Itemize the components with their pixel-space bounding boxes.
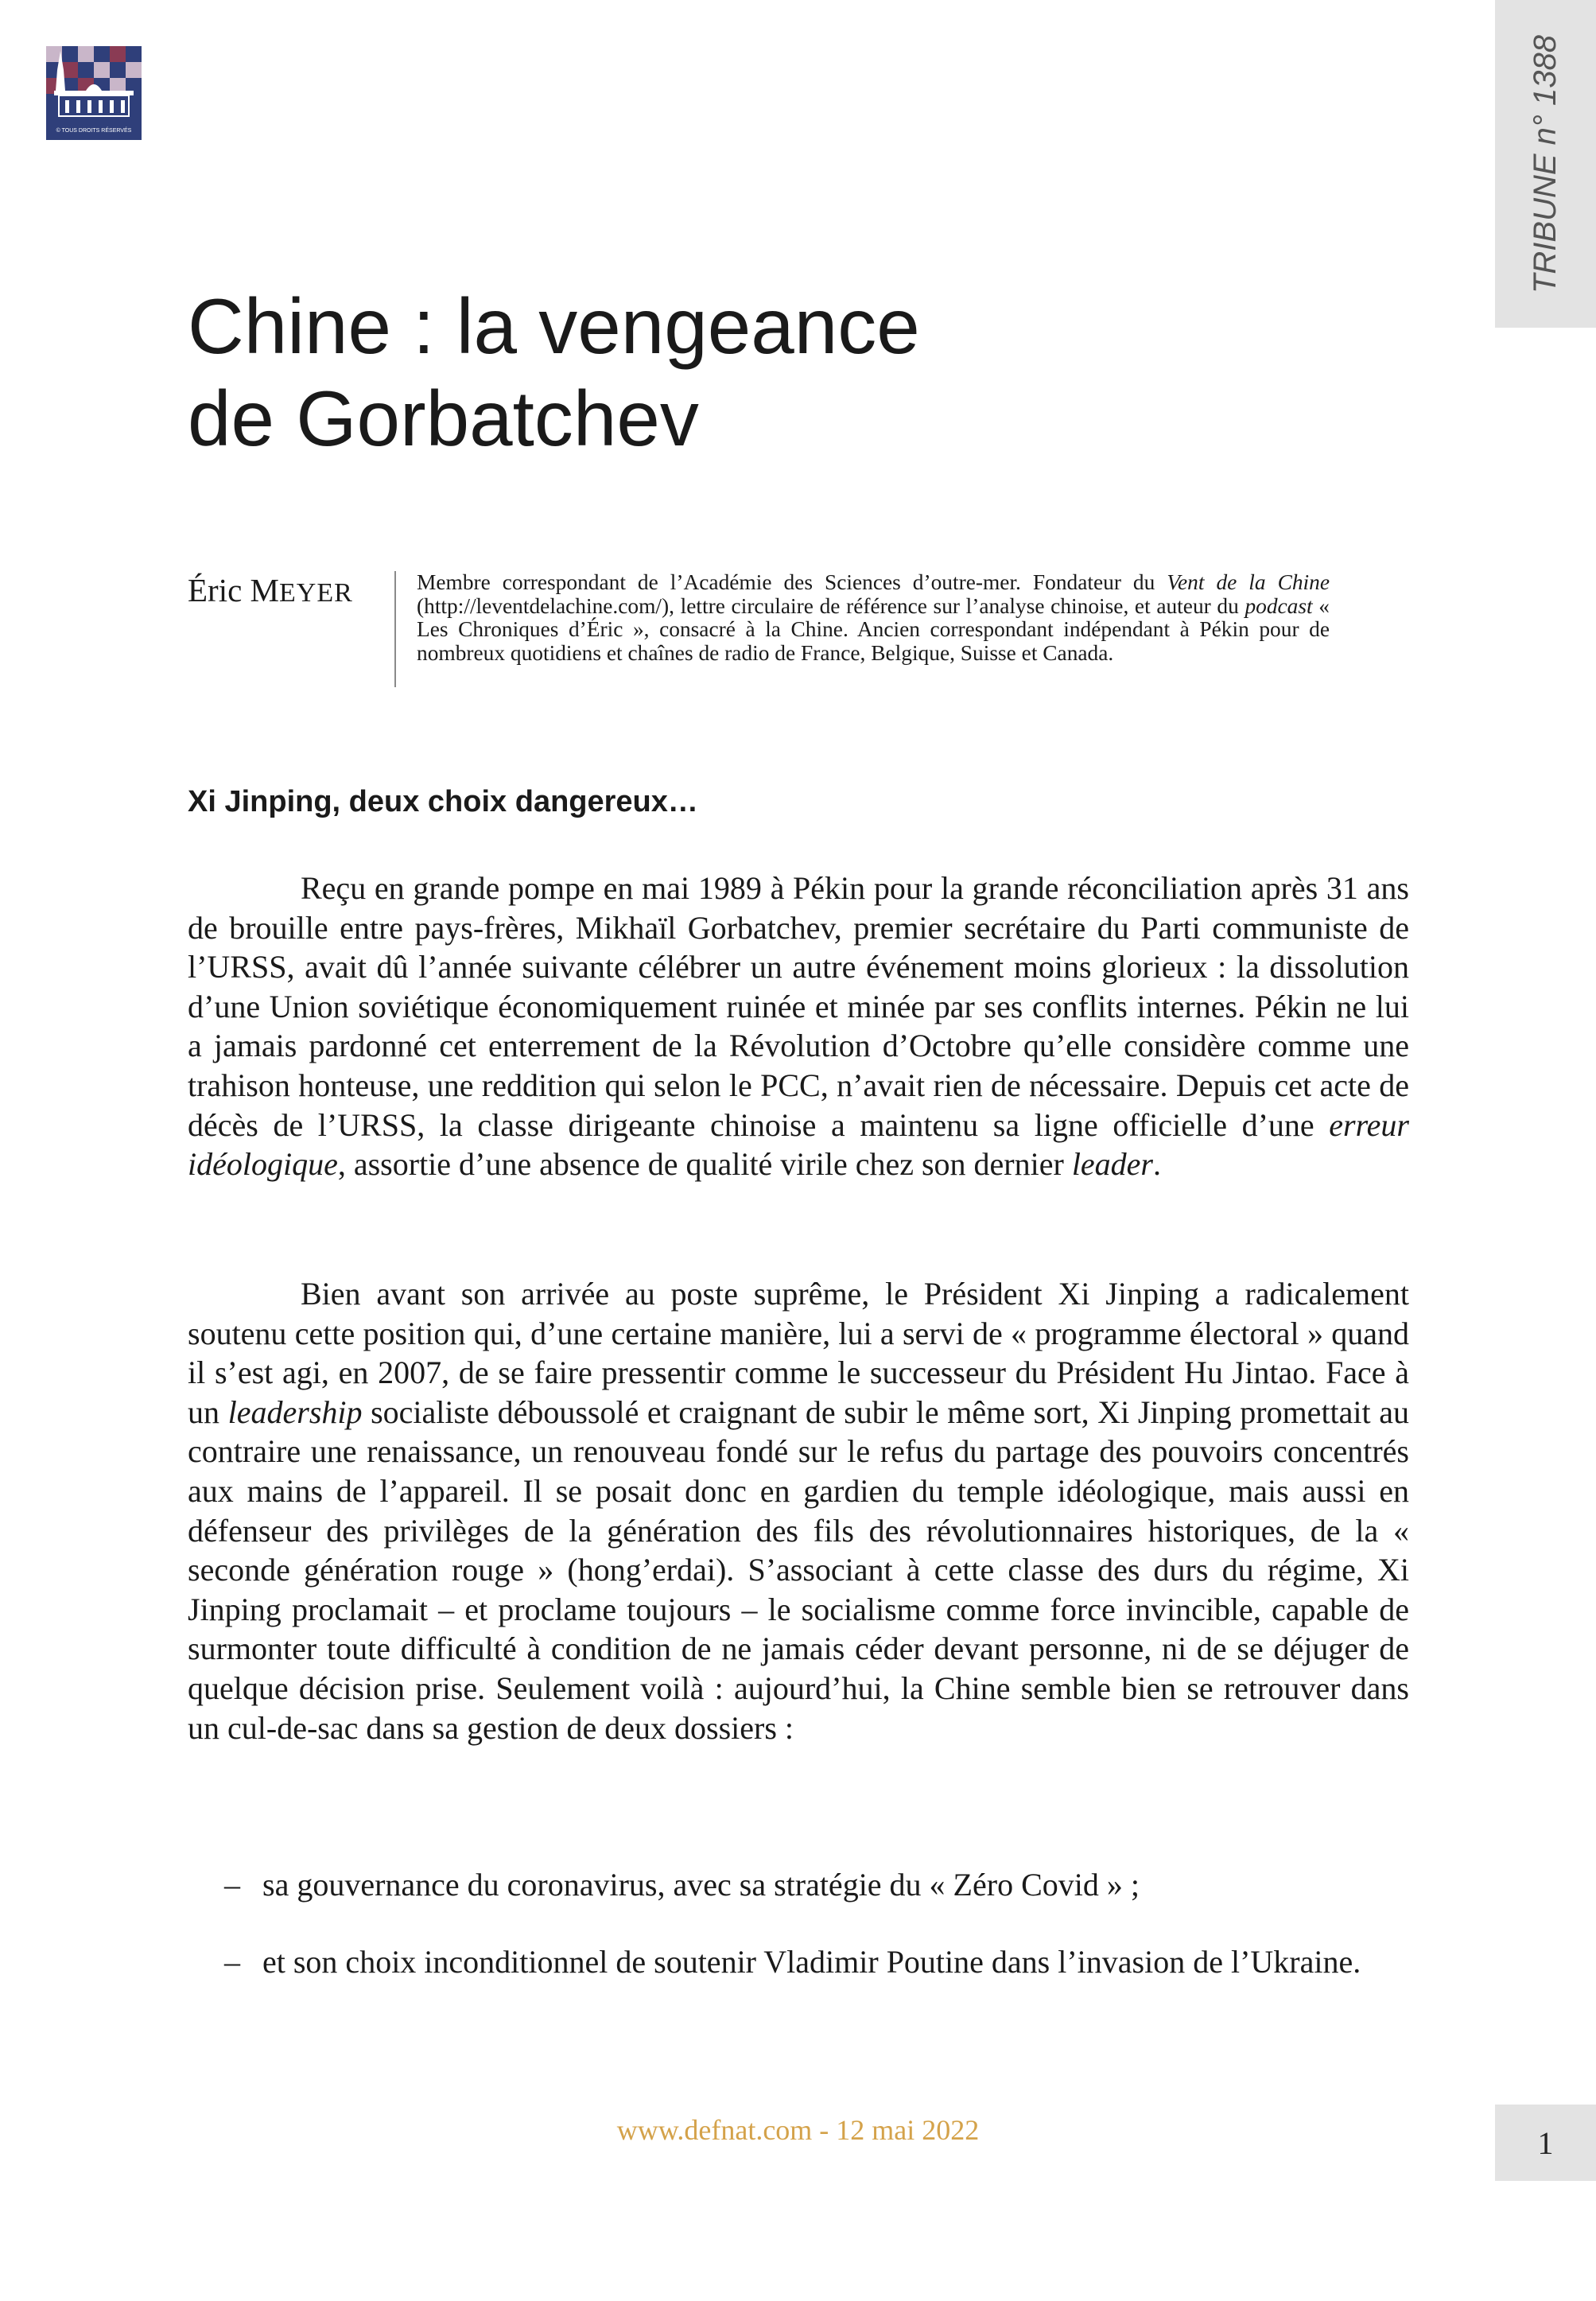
body-paragraph-2 <box>188 1274 1409 1747</box>
bio-divider <box>394 571 396 687</box>
title-line-1: Chine : la vengeance <box>188 282 920 370</box>
p1-italic-1: erreur idéologique <box>188 1106 1409 1183</box>
p1-italic-2: leader <box>1071 1146 1153 1183</box>
side-tab <box>1508 16 1583 312</box>
p1-text-1: Reçu en grande pompe en mai 1989 à Pékin pour la grande réconciliation après 31 ans de brouille entre pays-frères, Mikhaïl Gorbatchev, premier secrétaire du Parti communiste de l’URSS, avait dû l’année suivante célébrer un autre événement moins glorieux : la dissolution d’une Union soviétique économiquement ruinée et minée par ses conflits internes. Pékin ne lui a jamais pardonné cet enterrement de la Révolution d’Octobre qu’elle considère comme une trahison honteuse, une reddition qui selon le PCC, n’avait rien de nécessaire. Depuis cet acte de décès de l’URSS, la classe dirigeante chinoise a maintenu sa ligne officielle d’une <box>188 870 1409 1143</box>
list-item <box>188 1865 1409 1905</box>
list-item-text: et son choix inconditionnel de soutenir Vladimir Poutine dans l’invasion de l’Ukraine. <box>262 1944 1361 1980</box>
bio-text-2: (http://leventdelachine.com/), lettre circulaire de référence sur l’analyse chinoise, et auteur du <box>417 593 1245 618</box>
footer-source-date: www.defnat.com - 12 mai 2022 <box>616 2114 980 2146</box>
publication-logo <box>46 46 142 140</box>
list-dash: – <box>224 1867 240 1903</box>
p1-text-2: , assortie d’une absence de qualité virile chez son dernier <box>337 1146 1072 1183</box>
author-first-name: Éric <box>188 572 243 608</box>
p2-text-2: socialiste déboussolé et craignant de subir le même sort, Xi Jinping promettait au contraire une renaissance, un renouveau fondé sur le refus du partage des pouvoirs concentrés aux mains de l’appareil. Il se posait donc en gardien du temple idéologique, mais aussi en défenseur des privilèges de la génération des fils des révolutionnaires historiques, de la « seconde génération rouge » (hong’erdai). S’associant à cette classe des durs du régime, Xi Jinping proclamait – et proclame toujours – le socialisme comme force invincible, capable de surmonter toute difficulté à condition de ne jamais céder devant personne, ni de se déjuger de quelque décision prise. Seulement voilà : aujourd’hui, la Chine semble bien se retrouver dans un cul-de-sac dans sa gestion de deux dossiers : <box>188 1393 1410 1746</box>
section-heading: Xi Jinping, deux choix dangereux… <box>188 785 698 818</box>
tribune-number-label: TRIBUNE n° 1388 <box>1528 34 1563 293</box>
list-item-text: sa gouvernance du coronavirus, avec sa stratégie du « Zéro Covid » ; <box>262 1867 1140 1903</box>
author-name <box>188 571 353 612</box>
bio-italic-2: podcast <box>1245 593 1313 618</box>
bio-text-3: « Les Chroniques d’Éric », consacré à la Chine. Ancien correspondant indépendant à Pékin pour de nombreux quotidiens et chaînes de radio de France, Belgique, Suisse et Canada. <box>417 593 1330 665</box>
p2-text-1: Bien avant son arrivée au poste suprême, le Président Xi Jinping a radicalement soutenu cette position qui, d’une certaine manière, lui a servi de « programme électoral » quand il s’est agi, en 2007, de se faire pressentir comme le successeur du Président Hu Jintao. Face à un <box>188 1276 1409 1430</box>
page-number: 1 <box>1537 2124 1554 2161</box>
title-line-2: de Gorbatchev <box>188 375 699 462</box>
body-paragraph-1 <box>188 869 1409 1184</box>
p1-text-3: . <box>1153 1146 1161 1183</box>
list-dash: – <box>224 1944 240 1980</box>
list-item <box>188 1942 1409 1982</box>
bio-text-1: Membre correspondant de l’Académie des Sciences d’outre-mer. Fondateur du <box>417 570 1167 594</box>
author-bio <box>417 571 1330 665</box>
author-last-name-initial: M <box>250 572 280 608</box>
logo-caption: © TOUS DROITS RÉSERVÉS <box>56 128 132 134</box>
article-title <box>188 280 920 464</box>
author-last-name-rest: EYER <box>279 578 353 608</box>
p2-italic-1: leadership <box>227 1393 363 1430</box>
bio-italic-1: Vent de la Chine <box>1167 570 1330 594</box>
